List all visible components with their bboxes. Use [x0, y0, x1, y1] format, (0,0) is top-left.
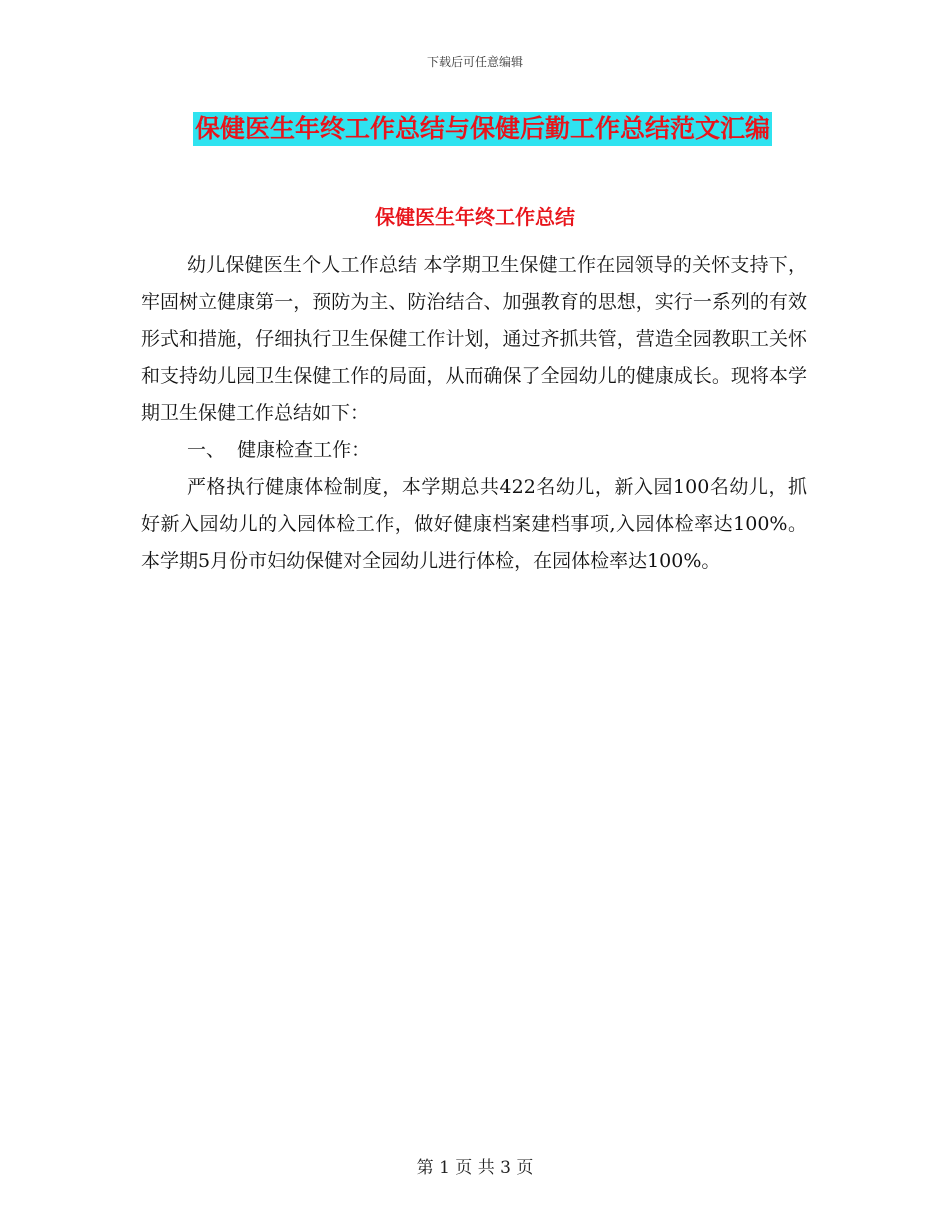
document-main-title: 保健医生年终工作总结与保健后勤工作总结范文汇编 — [193, 112, 772, 146]
section-title: 保健医生年终工作总结 — [375, 205, 575, 229]
section-heading-health-check: 一、 健康检查工作： — [187, 439, 371, 461]
page-number-footer: 第 1 页 共 3 页 — [416, 1158, 534, 1178]
health-check-paragraph: 严格执行健康体检制度，本学期总共422名幼儿，新入园100名幼儿，抓好新入园幼儿的入园体检工作，做好健康档案建档事项,入园体检率达100%。本学期5月份市妇幼保健对全园幼儿进行体检，在园体检率达100%。 — [141, 476, 807, 572]
intro-paragraph: 幼儿保健医生个人工作总结 本学期卫生保健工作在园领导的关怀支持下，牢固树立健康第一，预防为主、防治结合、加强教育的思想，实行一系列的有效形式和措施，仔细执行卫生保健工作计划，通过齐抓共管，营造全园教职工关怀和支持幼儿园卫生保健工作的局面，从而确保了全园幼儿的健康成长。现将本学期卫生保健工作总结如下： — [141, 254, 807, 424]
document-body — [141, 247, 807, 580]
header-note: 下载后可任意编辑 — [426, 55, 523, 69]
